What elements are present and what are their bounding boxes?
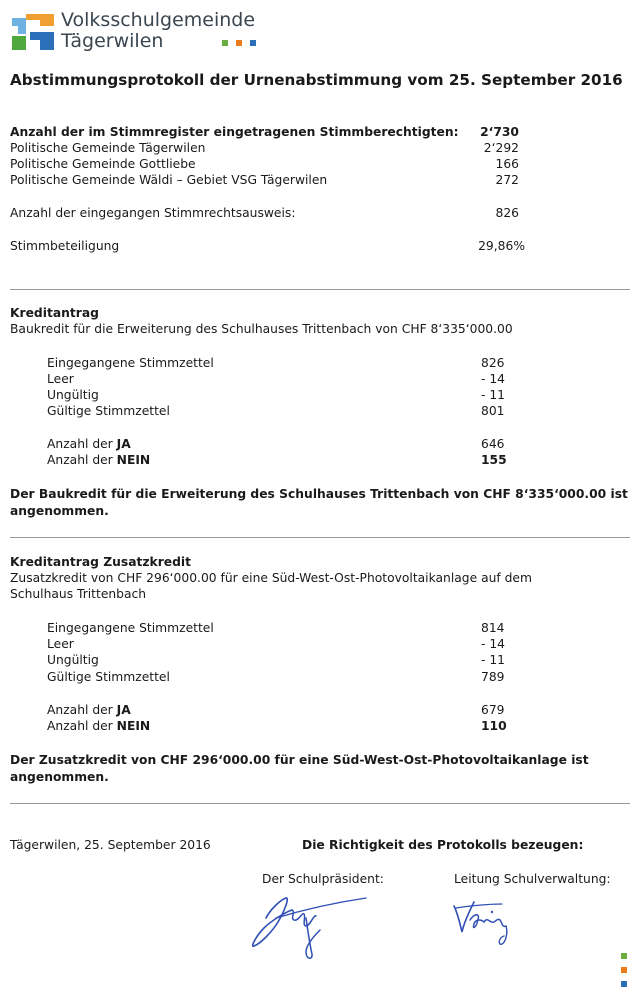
vote2-ja-value: 679 <box>481 703 505 717</box>
vote1-ja-prefix: Anzahl der <box>47 437 117 451</box>
signer2-label: Leitung Schulverwaltung: <box>454 872 611 886</box>
vote2-description-line2: Schulhaus Trittenbach <box>10 587 147 601</box>
vote1-nein-value: 155 <box>481 453 507 467</box>
vote2-heading: Kreditantrag Zusatzkredit <box>10 555 192 569</box>
vote1-row-label: Gültige Stimmzettel <box>47 404 170 418</box>
corner-square-green <box>621 953 627 959</box>
signature-administration <box>448 892 528 952</box>
vote2-row-value: 789 <box>481 670 505 684</box>
vote2-nein-word: NEIN <box>116 719 151 733</box>
vote2-row-label: Gültige Stimmzettel <box>47 670 170 684</box>
signature-president <box>246 888 376 963</box>
vote2-ja-label <box>47 703 131 718</box>
logo-square-green <box>222 40 228 46</box>
voters-total-label: Anzahl der im Stimmregister eingetragenen Stimmberechtigten: <box>10 125 459 139</box>
divider <box>10 537 630 538</box>
vote1-row-value: - 14 <box>481 372 505 386</box>
voters-total-value: 2‘730 <box>480 125 519 139</box>
vote2-row-label: Ungültig <box>47 653 99 667</box>
vote1-ja-label <box>47 437 131 452</box>
vote1-nein-word: NEIN <box>116 453 151 467</box>
logo-mark-icon <box>10 12 56 52</box>
beteiligung-value: 29,86% <box>478 239 525 253</box>
voters-row-value: 2‘292 <box>483 141 519 155</box>
corner-square-orange <box>621 967 627 973</box>
certification-text: Die Richtigkeit des Protokolls bezeugen: <box>302 838 584 852</box>
voters-row-value: 272 <box>495 173 519 187</box>
vote2-row-label: Leer <box>47 637 74 651</box>
organization-logo <box>10 12 56 52</box>
vote2-result-line2: angenommen. <box>10 770 109 784</box>
vote2-nein-prefix: Anzahl der <box>47 719 117 733</box>
vote1-heading: Kreditantrag <box>10 306 99 320</box>
ausweis-label: Anzahl der eingegangen Stimmrechtsausweis: <box>10 206 296 220</box>
vote1-ja-word: JA <box>116 437 131 451</box>
vote1-description: Baukredit für die Erweiterung des Schulhauses Trittenbach von CHF 8‘335‘000.00 <box>10 322 513 336</box>
organization-name-line2: Tägerwilen <box>61 30 164 52</box>
vote1-result-line2: angenommen. <box>10 504 109 518</box>
vote1-row-value: 801 <box>481 404 505 418</box>
signer1-label: Der Schulpräsident: <box>262 872 384 886</box>
voters-row-value: 166 <box>495 157 519 171</box>
voters-row-label: Politische Gemeinde Tägerwilen <box>10 141 206 155</box>
vote2-row-value: 814 <box>481 621 505 635</box>
organization-name-line1: Volksschulgemeinde <box>61 9 256 31</box>
vote2-description-line1: Zusatzkredit von CHF 296‘000.00 für eine Süd-West-Ost-Photovoltaikanlage auf dem <box>10 571 532 585</box>
vote1-result-line1: Der Baukredit für die Erweiterung des Schulhauses Trittenbach von CHF 8‘335‘000.00 ist <box>10 487 628 501</box>
vote2-nein-value: 110 <box>481 719 507 733</box>
vote1-row-value: - 11 <box>481 388 505 402</box>
vote1-ja-value: 646 <box>481 437 505 451</box>
page-title: Abstimmungsprotokoll der Urnenabstimmung vom 25. September 2016 <box>10 71 623 89</box>
vote1-row-label: Leer <box>47 372 74 386</box>
divider <box>10 289 630 290</box>
vote1-nein-label <box>47 453 150 468</box>
voters-row-label: Politische Gemeinde Wäldi – Gebiet VSG Tägerwilen <box>10 173 328 187</box>
place-date: Tägerwilen, 25. September 2016 <box>10 838 211 852</box>
vote2-nein-label <box>47 719 150 734</box>
vote2-row-label: Eingegangene Stimmzettel <box>47 621 214 635</box>
corner-square-blue <box>621 981 627 987</box>
vote1-row-value: 826 <box>481 356 505 370</box>
beteiligung-label: Stimmbeteiligung <box>10 239 120 253</box>
ausweis-value: 826 <box>495 206 519 220</box>
vote2-ja-prefix: Anzahl der <box>47 703 117 717</box>
vote2-row-value: - 11 <box>481 653 505 667</box>
logo-square-orange <box>236 40 242 46</box>
vote2-result-line1: Der Zusatzkredit von CHF 296‘000.00 für eine Süd-West-Ost-Photovoltaikanlage ist <box>10 753 589 767</box>
vote1-row-label: Ungültig <box>47 388 99 402</box>
vote2-row-value: - 14 <box>481 637 505 651</box>
logo-square-blue <box>250 40 256 46</box>
vote2-ja-word: JA <box>116 703 131 717</box>
vote1-row-label: Eingegangene Stimmzettel <box>47 356 214 370</box>
divider <box>10 803 630 804</box>
vote1-nein-prefix: Anzahl der <box>47 453 117 467</box>
voters-row-label: Politische Gemeinde Gottliebe <box>10 157 196 171</box>
